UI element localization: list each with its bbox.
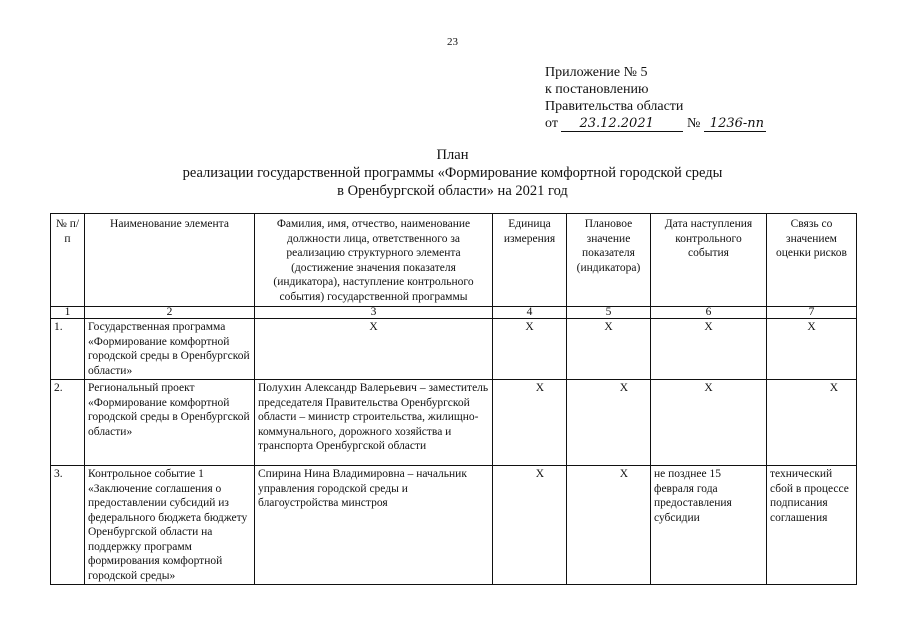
title-line-3: в Оренбургской области» на 2021 год bbox=[337, 183, 568, 199]
plan-table bbox=[50, 213, 857, 585]
title-line-2: реализации государственной программы «Формирование комфортной городской среды bbox=[182, 165, 723, 181]
cell-responsible: X bbox=[255, 319, 493, 380]
column-number: 3 bbox=[255, 307, 493, 319]
appendix-block bbox=[545, 64, 766, 132]
appendix-line-2: к постановлению bbox=[545, 82, 649, 97]
column-number: 6 bbox=[651, 307, 767, 319]
number-prefix: № bbox=[686, 116, 701, 131]
table-header-row bbox=[51, 214, 857, 307]
cell-risk: X bbox=[767, 380, 857, 466]
appendix-line-3: Правительства области bbox=[545, 99, 684, 114]
column-number: 7 bbox=[767, 307, 857, 319]
table-row bbox=[51, 466, 857, 585]
title-line-1: План bbox=[436, 147, 469, 163]
cell-num: 2. bbox=[51, 380, 85, 466]
cell-name: Контрольное событие 1 «Заключение соглашения о предоставлении субсидий из федерального бюджета бюджету Оренбургской области на поддержку программ формирования комфортной городской среды» bbox=[85, 466, 255, 585]
date-prefix: от bbox=[545, 116, 558, 131]
cell-risk: технический сбой в процессе подписания соглашения bbox=[767, 466, 857, 585]
document-title bbox=[0, 146, 905, 200]
cell-name: Региональный проект «Формирование комфортной городской среды в Оренбургской области» bbox=[85, 380, 255, 466]
page-number: 23 bbox=[447, 36, 458, 48]
cell-plan: X bbox=[567, 319, 651, 380]
cell-date: не позднее 15 февраля года предоставления субсидии bbox=[651, 466, 767, 585]
cell-date: X bbox=[651, 380, 767, 466]
header-unit: Единица измерения bbox=[493, 214, 567, 307]
table-row bbox=[51, 319, 857, 380]
column-number: 1 bbox=[51, 307, 85, 319]
appendix-line-1: Приложение № 5 bbox=[545, 65, 648, 80]
cell-unit: X bbox=[493, 466, 567, 585]
cell-num: 3. bbox=[51, 466, 85, 585]
column-number-row bbox=[51, 307, 857, 319]
header-responsible: Фамилия, имя, отчество, наименование должности лица, ответственного за реализацию структурного элемента (достижение значения показателя (индикатора), наступление контрольного события) государственной программы bbox=[255, 214, 493, 307]
cell-unit: X bbox=[493, 319, 567, 380]
cell-date: X bbox=[651, 319, 767, 380]
cell-responsible: Спирина Нина Владимировна – начальник управления городской среды и благоустройства минстроя bbox=[255, 466, 493, 585]
column-number: 4 bbox=[493, 307, 567, 319]
table-row bbox=[51, 380, 857, 466]
header-date: Дата наступления контрольного события bbox=[651, 214, 767, 307]
header-num: № п/п bbox=[51, 214, 85, 307]
cell-unit: X bbox=[493, 380, 567, 466]
cell-risk: X bbox=[767, 319, 857, 380]
header-name: Наименование элемента bbox=[85, 214, 255, 307]
cell-name: Государственная программа «Формирование комфортной городской среды в Оренбургской области» bbox=[85, 319, 255, 380]
column-number: 5 bbox=[567, 307, 651, 319]
header-plan: Плановое значение показателя (индикатора) bbox=[567, 214, 651, 307]
handwritten-number: 1236-пп bbox=[704, 117, 766, 132]
header-risk: Связь со значением оценки рисков bbox=[767, 214, 857, 307]
cell-responsible: Полухин Александр Валерьевич – заместитель председателя Правительства Оренбургской области – министр строительства, жилищно-коммунального, дорожного хозяйства и транспорта Оренбургской области bbox=[255, 380, 493, 466]
cell-plan: X bbox=[567, 466, 651, 585]
appendix-date-line bbox=[545, 115, 766, 132]
cell-num: 1. bbox=[51, 319, 85, 380]
column-number: 2 bbox=[85, 307, 255, 319]
cell-plan: X bbox=[567, 380, 651, 466]
handwritten-date: 23.12.2021 bbox=[561, 117, 683, 132]
